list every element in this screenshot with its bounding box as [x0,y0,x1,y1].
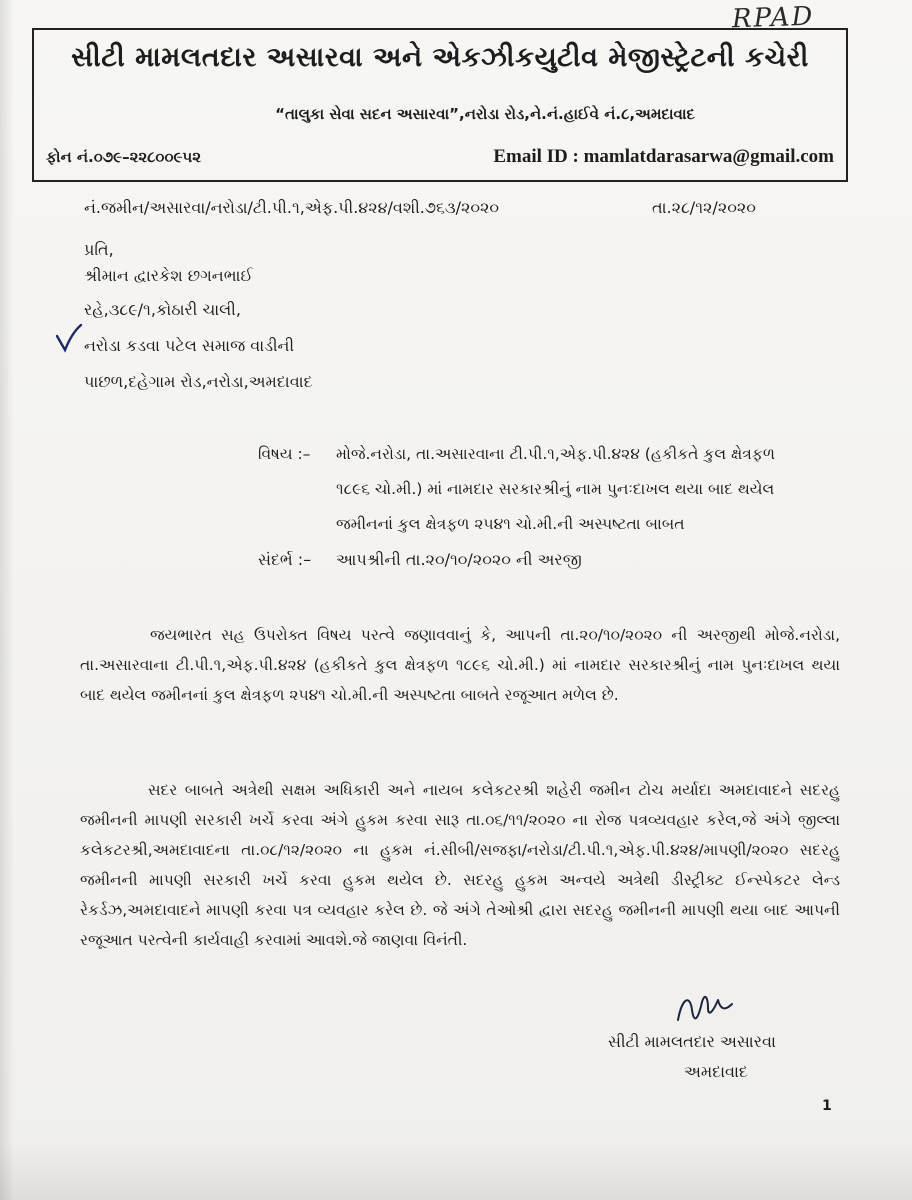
reference-label: સંદર્ભ :– [258,550,312,569]
subject-line: જમીનનાં કુલ ક્ષેત્રફળ ૨૫૪૧ ચો.મી.ની અસ્પષ્ટતા બાબત [336,515,685,533]
page-edge-shadow [0,0,14,1200]
body-paragraph: સદર બાબતે અત્રેથી સક્ષમ અધિકારી અને નાયબ કલેકટરશ્રી શહેરી જમીન ટોચ મર્યાદા અમદાવાદને સદરહુ જમીનની માપણી સરકારી ખર્ચે કરવા અંગે હુકમ કરવા સારૂ તા.૦૬/૧૧/૨૦૨૦ ના રોજ પત્રવ્યવહાર કરેલ,જે અંગે જીલ્લા કલેકટરશ્રી,અમદાવાદના તા.૦૮/૧૨/૨૦૨૦ ના હુકમ નં.સીબી/સજફા/નરોડા/ટી.પી.૧,એફ.પી.૪૨૪/માપણી/૨૦૨૦ સદરહુ જમીનની માપણી સરકારી ખર્ચે કરવા હુકમ થયેલ છે. સદરહુ હુકમ અન્વયે અત્રેથી ડીસ્ટ્રીક્ટ ઈન્સ્પેકટર લેન્ડ રેકર્ડઝ,અમદાવાદને માપણી કરવા પત્ર વ્યવહાર કરેલ છે. જે અંગે તેઓશ્રી દ્વારા સદરહુ જમીનની માપણી થયા બાદ આપની રજૂઆત પરત્વેની કાર્યવાહી કરવામાં આવશે.જે જાણવા વિનંતી. [80,781,840,949]
reference-text: આપશ્રીની તા.૨૦/૧૦/૨૦૨૦ ની અરજી [336,550,582,569]
office-name: સીટી મામલતદાર અસારવા અને એકઝીકયુટીવ મેજીસ્ટ્રેટની કચેરી [71,42,809,73]
office-email: Email ID : mamlatdarasarwa@gmail.com [493,146,834,167]
letter-date: તા.૨૮/૧૨/૨૦૨૦ [652,198,756,217]
signature-place: અમદાવાદ [684,1062,748,1081]
office-address: “તાલુકા સેવા સદન અસારવા”,નરોડા રોડ,ને.નં.હાઈવે નં.૮,અમદાવાદ [275,105,695,123]
recipient-address-line: નરોડા કડવા પટેલ સમાજ વાડીની [84,336,295,355]
recipient-address-line: પાછળ,દહેગામ રોડ,નરોડા,અમદાવાદ [84,372,313,391]
recipient-salutation: પ્રતિ, [84,240,114,259]
subject-line: મોજે.નરોડા, તા.અસારવાના ટી.પી.૧,એફ.પી.૪૨૪ (હકીકતે કુલ ક્ષેત્રફળ [336,445,775,463]
recipient-name: શ્રીમાન દ્વારકેશ છગનભાઈ [84,266,253,285]
signature-title: સીટી મામલતદાર અસારવા [608,1032,776,1051]
office-phone: ફોન નં.૦૭૯–૨૨૮૦૦૯૫૨ [46,148,202,166]
check-mark-icon [54,322,84,354]
body-paragraph: જયભારત સહ ઉપરોક્ત વિષય પરત્વે જણાવવાનું કે, આપની તા.૨૦/૧૦/૨૦૨૦ ની અરજીથી મોજે.નરોડા, તા.અસારવાના ટી.પી.૧,એફ.પી.૪૨૪ (હકીકતે કુલ ક્ષેત્રફળ ૧૮૯૬ ચો.મી.) માં નામદાર સરકારશ્રીનું નામ પુનઃદાખલ થયા બાદ થયેલ જમીનનાં કુલ ક્ષેત્રફળ ૨૫૪૧ ચો.મી.ની અસ્પષ્ટતા બાબતે રજૂઆત મળેલ છે. [80,626,840,704]
signature-scribble-icon [672,990,742,1030]
subject-line: ૧૮૯૬ ચો.મી.) માં નામદાર સરકારશ્રીનું નામ પુનઃદાખલ થયા બાદ થયેલ [336,480,775,498]
reference-number: નં.જમીન/અસારવા/નરોડા/ટી.પી.૧,એફ.પી.૪૨૪/વશી.૭૬૩/૨૦૨૦ [84,198,500,217]
page-number: 1 [822,1098,832,1114]
handwritten-note: RPAD [731,1,815,35]
subject-label: વિષય :– [258,445,311,463]
letterhead-box [32,28,848,182]
page-bottom-shade [0,1140,912,1200]
recipient-address-line: રહે,૩૮૯/૧,કોઠારી ચાલી, [84,300,241,319]
